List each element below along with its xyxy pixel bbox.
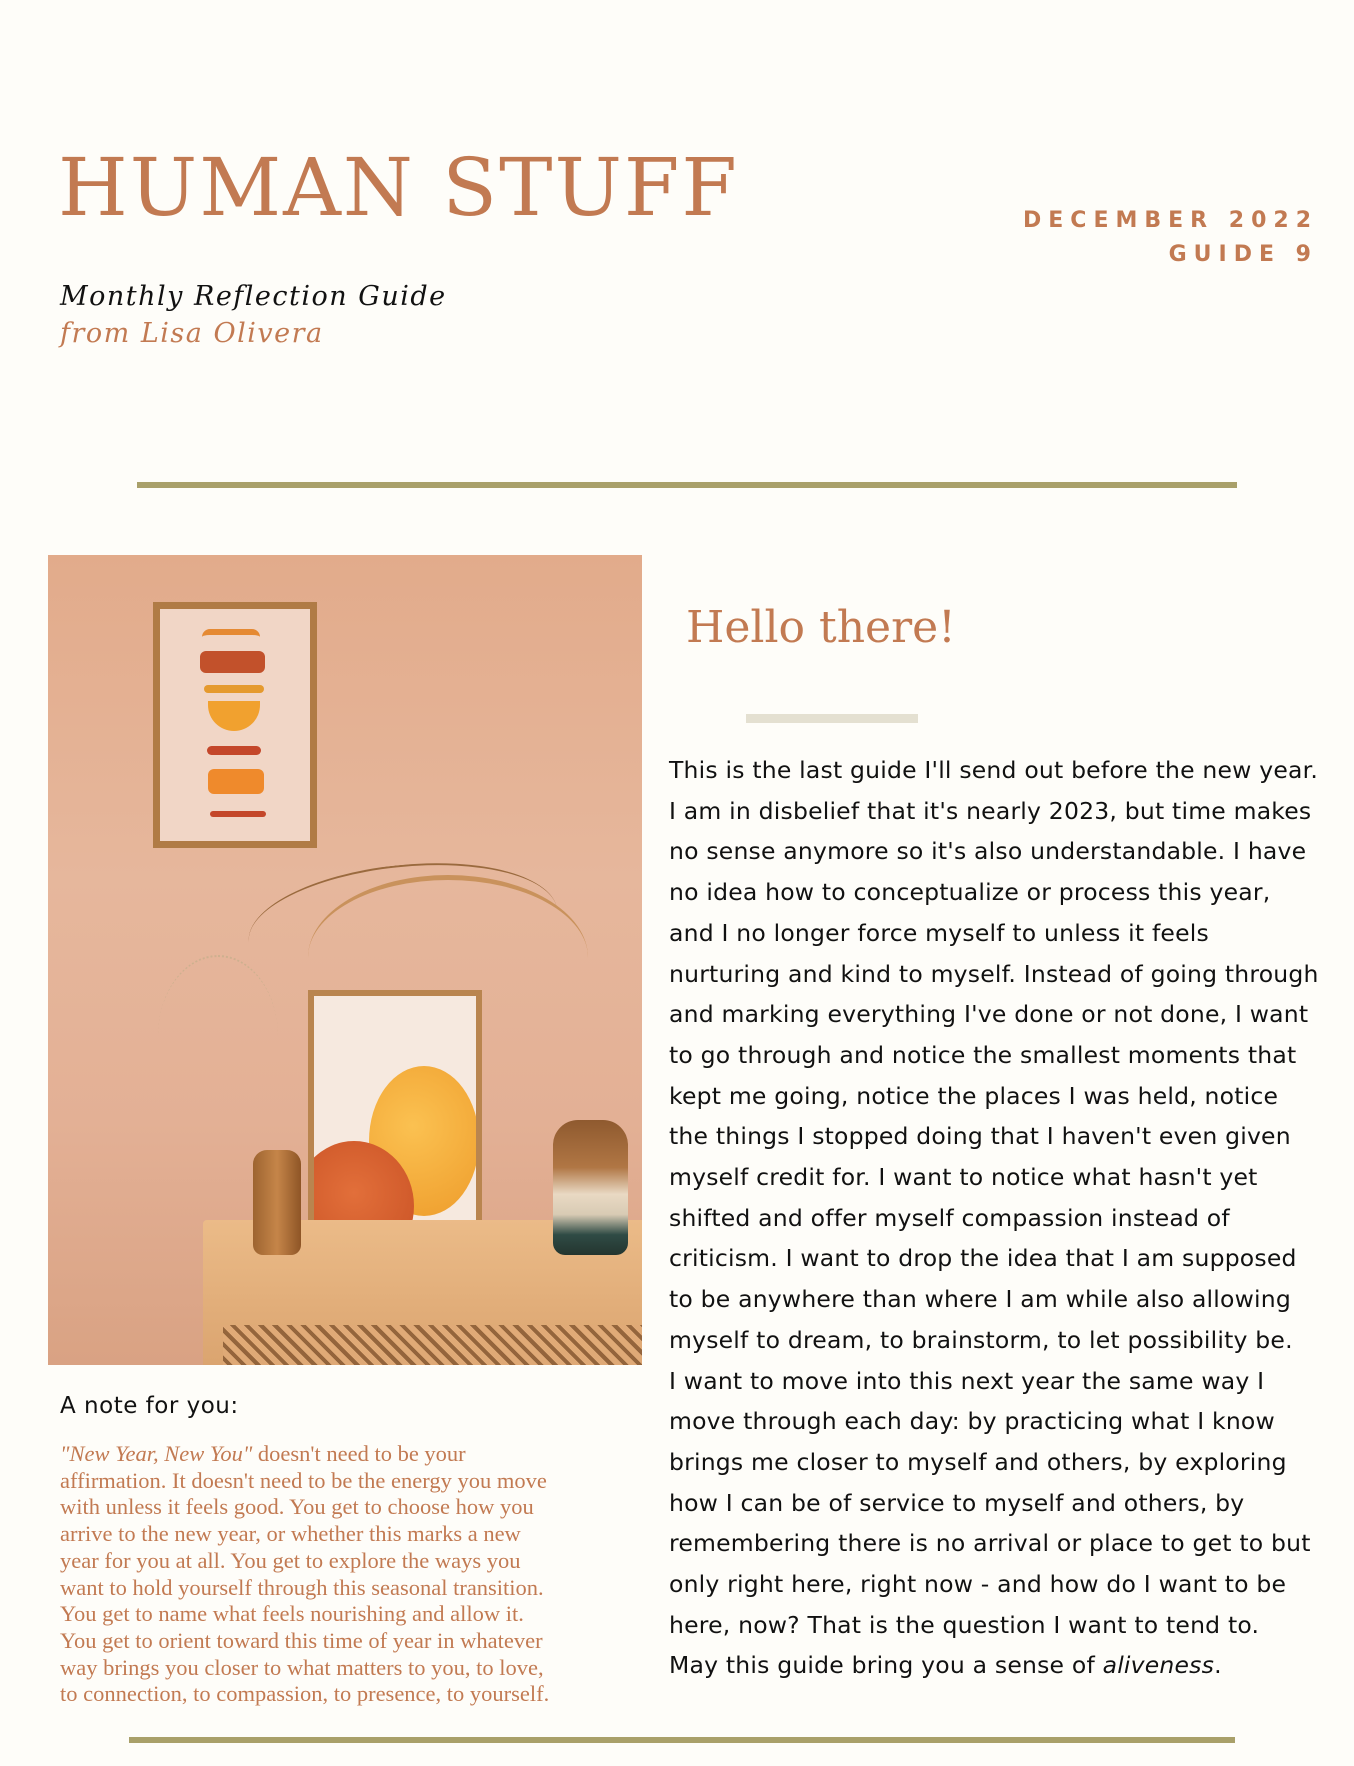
- dried-flowers: [158, 955, 278, 1117]
- body-line: kept me going, notice the places I was held, notice: [669, 1081, 1279, 1110]
- closing-text: May this guide bring you a sense of: [669, 1651, 1103, 1680]
- cabinet-lattice: [223, 1325, 642, 1365]
- closing-period: .: [1214, 1651, 1222, 1680]
- note-line: You get to name what feels nourishing and allow it.: [60, 1601, 524, 1627]
- body-line: myself to dream, to brainstorm, to let possibility be.: [669, 1325, 1293, 1354]
- note-heading: A note for you:: [60, 1393, 239, 1419]
- body-line: no sense anymore so it's also understandable. I have: [669, 837, 1307, 866]
- body-line: to be anywhere than where I am while also allowing: [669, 1285, 1291, 1314]
- page-title: HUMAN STUFF: [58, 141, 739, 234]
- body-line: I am in disbelief that it's nearly 2023, but time makes: [669, 796, 1312, 825]
- body-line: only right here, right now - and how do I want to be: [669, 1570, 1287, 1599]
- body-line: criticism. I want to drop the idea that I am supposed: [669, 1244, 1297, 1273]
- body-line: I want to move into this next year the same way I: [669, 1366, 1265, 1395]
- body-line: and marking everything I've done or not done, I want: [669, 1000, 1309, 1029]
- body-line: move through each day: by practicing what I know: [669, 1407, 1275, 1436]
- note-line: arrive to the new year, or whether this marks a new: [60, 1521, 521, 1547]
- body-line: how I can be of service to myself and others, by: [669, 1488, 1245, 1517]
- top-divider: [137, 482, 1237, 488]
- bottom-divider: [129, 1737, 1235, 1743]
- issue-date: DECEMBER 2022: [1023, 208, 1318, 233]
- body-line: to go through and notice the smallest moments that: [669, 1040, 1297, 1069]
- body-line: brings me closer to myself and others, by exploring: [669, 1447, 1287, 1476]
- vase-left: [253, 1150, 301, 1255]
- intro-letter: [669, 750, 1354, 1686]
- note-line: You get to orient toward this time of year in whatever: [60, 1627, 543, 1653]
- note-line: to connection, to compassion, to presence, to yourself.: [60, 1681, 550, 1707]
- section-heading: Hello there!: [686, 602, 956, 653]
- feature-photo: [48, 555, 642, 1365]
- body-line: the things I stopped doing that I haven't even given: [669, 1122, 1291, 1151]
- body-line: shifted and offer myself compassion instead of: [669, 1203, 1230, 1232]
- body-line: and I no longer force myself to unless it feels: [669, 918, 1209, 947]
- heading-underline: [746, 714, 918, 723]
- closing-line: [669, 1645, 1354, 1686]
- note-body: [60, 1441, 640, 1708]
- body-line: nurturing and kind to myself. Instead of going through: [669, 959, 1319, 988]
- guide-number: GUIDE 9: [1168, 242, 1318, 267]
- subtitle-block: [60, 278, 447, 352]
- note-quote: "New Year, New You": [60, 1441, 253, 1466]
- leaning-frame-print: [308, 990, 482, 1247]
- note-line: [60, 1441, 640, 1468]
- body-line: remembering there is no arrival or place to get to but: [669, 1529, 1311, 1558]
- note-line: with unless it feels good. You get to choose how you: [60, 1494, 534, 1520]
- closing-emphasis: aliveness: [1102, 1651, 1215, 1680]
- note-line: affirmation. It doesn't need to be the energy you move: [60, 1467, 547, 1493]
- wall-frame-print: [153, 602, 317, 848]
- note-line-text: doesn't need to be your: [252, 1441, 466, 1466]
- note-line: way brings you closer to what matters to you, to love,: [60, 1654, 544, 1680]
- body-line: here, now? That is the question I want to tend to.: [669, 1610, 1260, 1639]
- issue-info: [1023, 204, 1318, 272]
- note-line: want to hold yourself through this seasonal transition.: [60, 1574, 544, 1600]
- vase-right: [553, 1120, 628, 1255]
- body-line: This is the last guide I'll send out before the new year.: [669, 756, 1318, 784]
- note-line: year for you at all. You get to explore the ways you: [60, 1547, 521, 1573]
- guide-subtitle: Monthly Reflection Guide: [60, 281, 447, 312]
- author-line: from Lisa Olivera: [60, 318, 324, 349]
- body-line: no idea how to conceptualize or process this year,: [669, 878, 1271, 907]
- body-line: myself credit for. I want to notice what hasn't yet: [669, 1163, 1258, 1192]
